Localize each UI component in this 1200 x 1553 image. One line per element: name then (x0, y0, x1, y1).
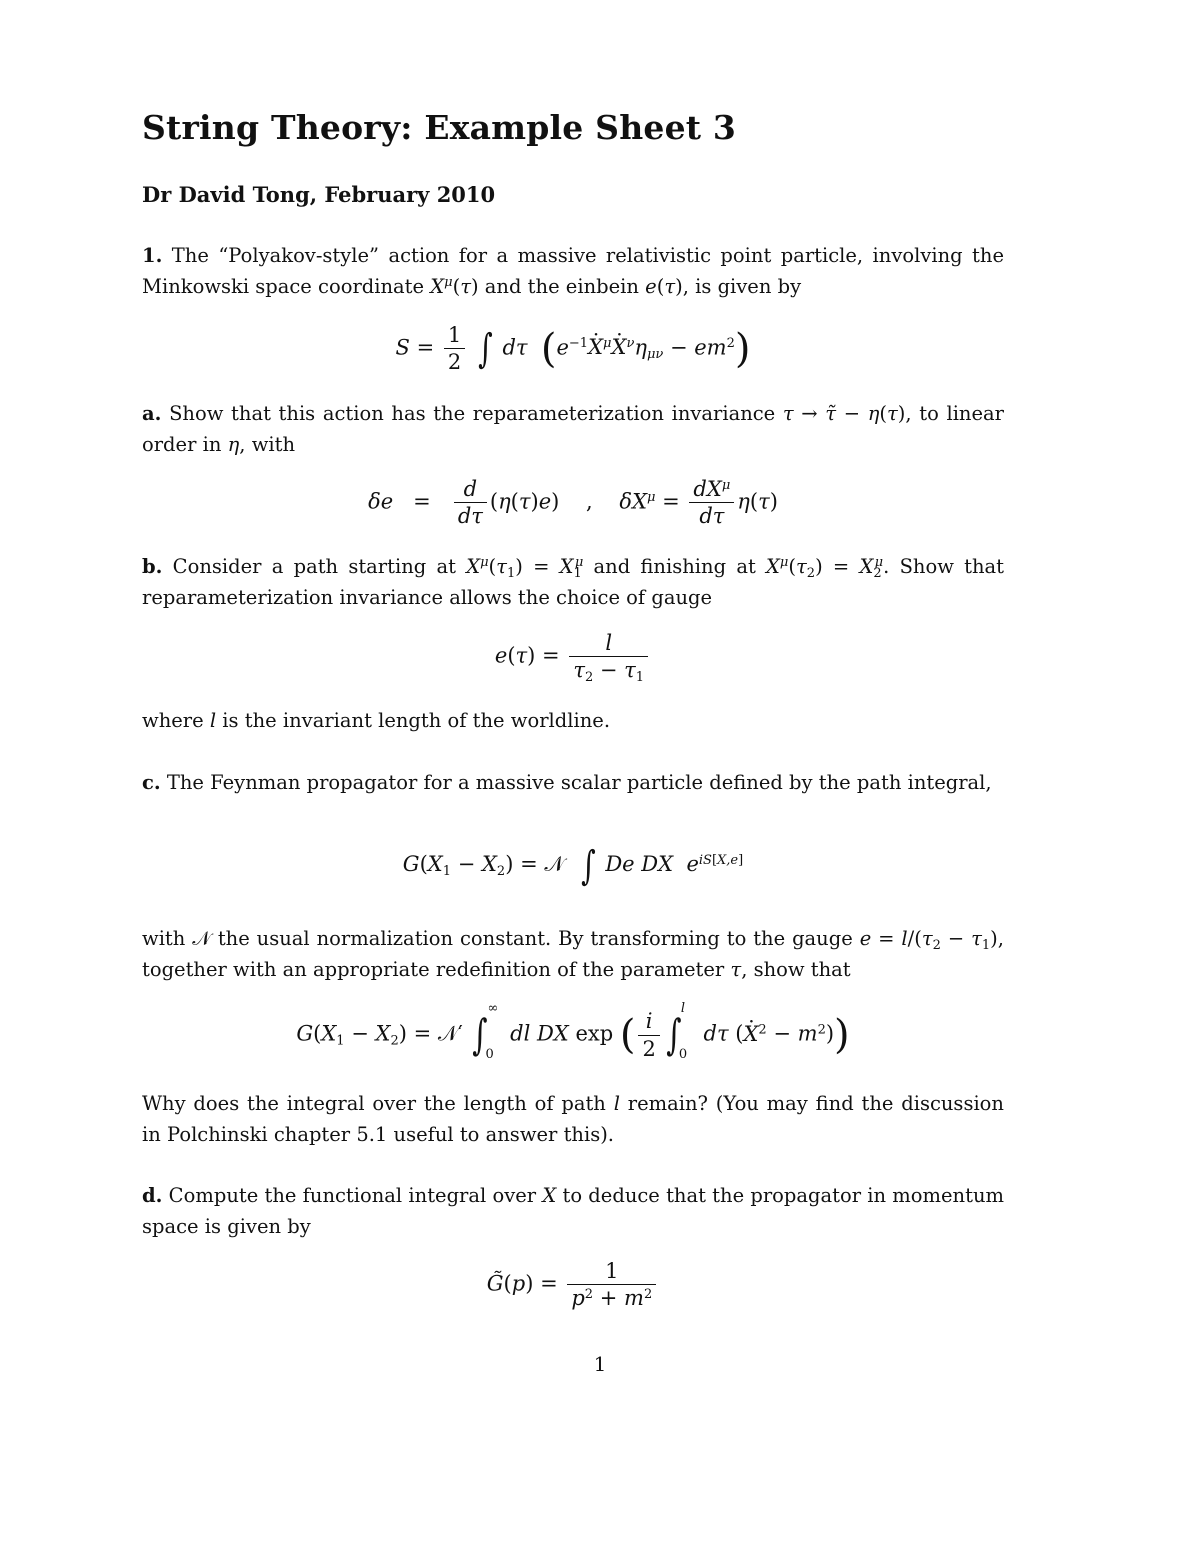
path-integral-equation: $G(X_1 - X_2)$ = 𝒩 ∫ De DX $e^{iS[X,e]}$ (402, 842, 744, 889)
part-c-gauge-text: with 𝒩 the usual normalization constant. By transforming to the gauge $e = l/(\tau_2 - \tau_1)$, together with an appropriate redefinition of the parameter τ, show that (142, 927, 1004, 981)
momentum-propagator-equation: G̃(p) = $\frac{1}{p^2 + m^2}$ (142, 1258, 1004, 1312)
page-number: 1 (593, 1352, 607, 1376)
part-d-label: d. (142, 1184, 163, 1207)
question-number: 1. (142, 244, 163, 267)
question-1-intro: 1. The “Polyakov-style” action for a massive relativistic point particle, involving the Minkowski space coordinate $X^\mu(\tau)$ and the einbein e(τ), is given by (142, 244, 1004, 298)
part-c-label: c. (142, 771, 161, 794)
part-b-followup: where l is the invariant length of the worldline. (142, 709, 611, 732)
part-a-text: a. Show that this action has the reparameterization invariance τ → τ̃ − η(τ), to linear order in η, with (142, 402, 1004, 456)
part-b-text: b. Consider a path starting at $X^\mu(\tau_1) = X_1^\mu$ and finishing at $X^\mu(\tau_2) = X_2^\mu$. Show that reparameterization invariance allows the choice of gauge (142, 554, 1005, 609)
author-line: Dr David Tong, February 2010 (142, 182, 496, 207)
variation-equation: δe = $\frac{d}{d\tau}$ (η(τ)e) , $\delta X^\mu$ = $\frac{dX^\mu}{d\tau}$ η(τ) (368, 477, 778, 529)
page-title: String Theory: Example Sheet 3 (142, 108, 737, 147)
part-d-text: d. Compute the functional integral over X to deduce that the propagator in momentum space is given by (142, 1184, 1005, 1238)
propagator-l-equation: $G(X_1 - X_2)$ = 𝒩′ ∫ ∞ 0 dl DX exp ( $\frac{i}{2}$ ∫ l 0 dτ $(X \cdot^2 - m^2)$) (142, 1005, 1004, 1065)
part-c-question: Why does the integral over the length of path l remain? (You may find the discussion in Polchinski chapter 5.1 useful to answer this). (142, 1092, 1004, 1146)
action-equation: S = $\frac{1}{2}$ ∫ dτ $(e^{-1}X \cdot^\mu X \cdot^\nu\eta_{\mu\nu} - em^2)$ (142, 322, 1004, 376)
gauge-equation: e(τ) = $\frac{l}{\tau_2 - \tau_1}$ (142, 630, 1004, 684)
part-b-label: b. (142, 555, 163, 578)
part-c-text: c. The Feynman propagator for a massive scalar particle defined by the path integral, (142, 771, 992, 794)
part-a-label: a. (142, 402, 162, 425)
